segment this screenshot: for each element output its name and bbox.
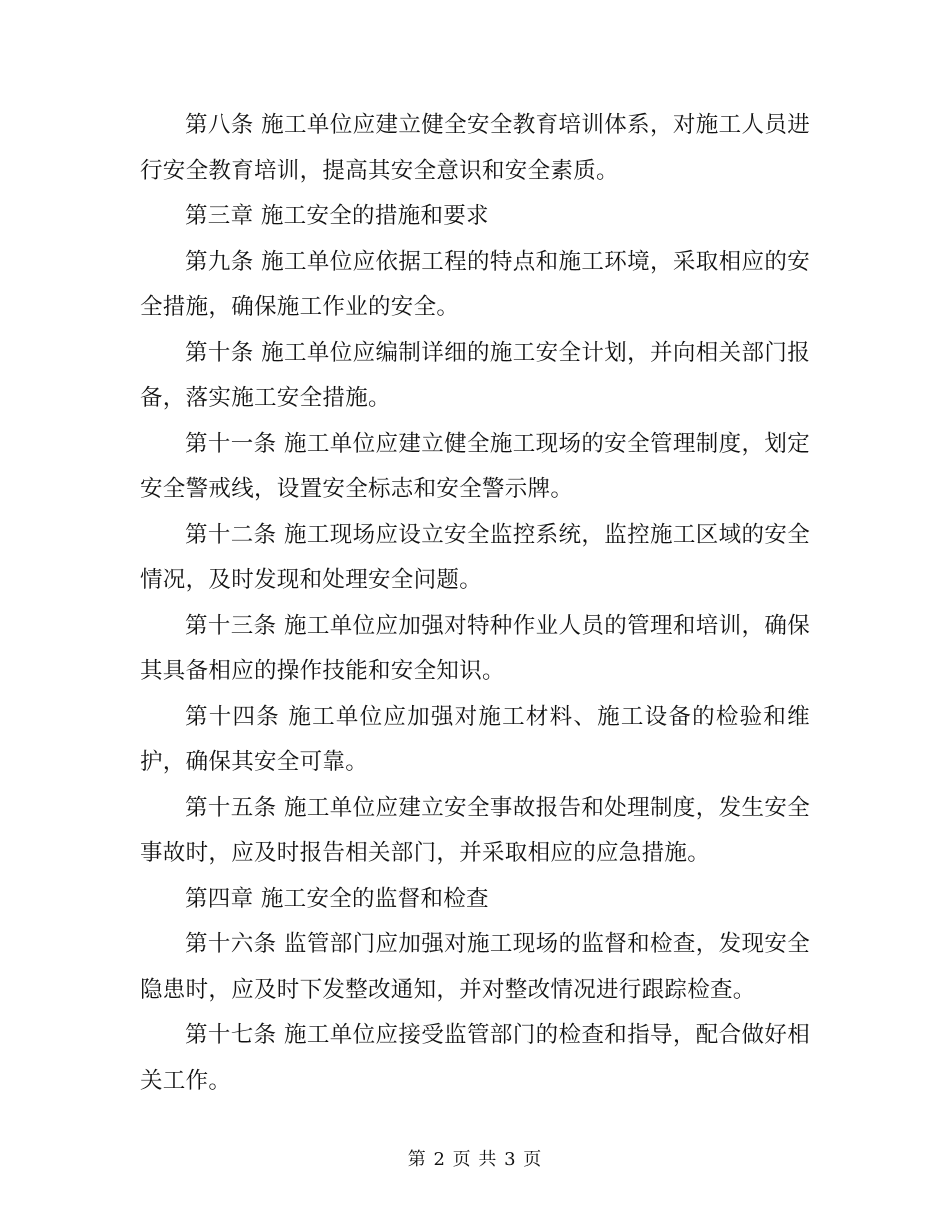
article-10-paragraph: 第十条 施工单位应编制详细的施工安全计划，并向相关部门报备，落实施工安全措施。 (140, 339, 810, 411)
article-12-paragraph: 第十二条 施工现场应设立安全监控系统，监控施工区域的安全情况，及时发现和处理安全问题。 (140, 521, 810, 593)
article-11-paragraph: 第十一条 施工单位应建立健全施工现场的安全管理制度，划定安全警戒线，设置安全标志和安全警示牌。 (140, 430, 810, 502)
article-14-paragraph: 第十四条 施工单位应加强对施工材料、施工设备的检验和维护，确保其安全可靠。 (140, 703, 810, 775)
document-body (140, 103, 810, 1104)
article-16-paragraph: 第十六条 监管部门应加强对施工现场的监督和检查，发现安全隐患时，应及时下发整改通知，并对整改情况进行跟踪检查。 (140, 931, 810, 1003)
page-number-footer: 第 2 页 共 3 页 (407, 1149, 543, 1170)
article-9-paragraph: 第九条 施工单位应依据工程的特点和施工环境，采取相应的安全措施，确保施工作业的安全。 (140, 248, 810, 320)
chapter-3-heading: 第三章 施工安全的措施和要求 (185, 203, 489, 229)
article-15-paragraph: 第十五条 施工单位应建立安全事故报告和处理制度，发生安全事故时，应及时报告相关部门，并采取相应的应急措施。 (140, 794, 810, 866)
article-13-paragraph: 第十三条 施工单位应加强对特种作业人员的管理和培训，确保其具备相应的操作技能和安全知识。 (140, 612, 810, 684)
article-17-paragraph: 第十七条 施工单位应接受监管部门的检查和指导，配合做好相关工作。 (140, 1022, 810, 1094)
article-8-paragraph: 第八条 施工单位应建立健全安全教育培训体系，对施工人员进行安全教育培训，提高其安全意识和安全素质。 (140, 112, 810, 184)
chapter-4-heading: 第四章 施工安全的监督和检查 (185, 885, 489, 912)
